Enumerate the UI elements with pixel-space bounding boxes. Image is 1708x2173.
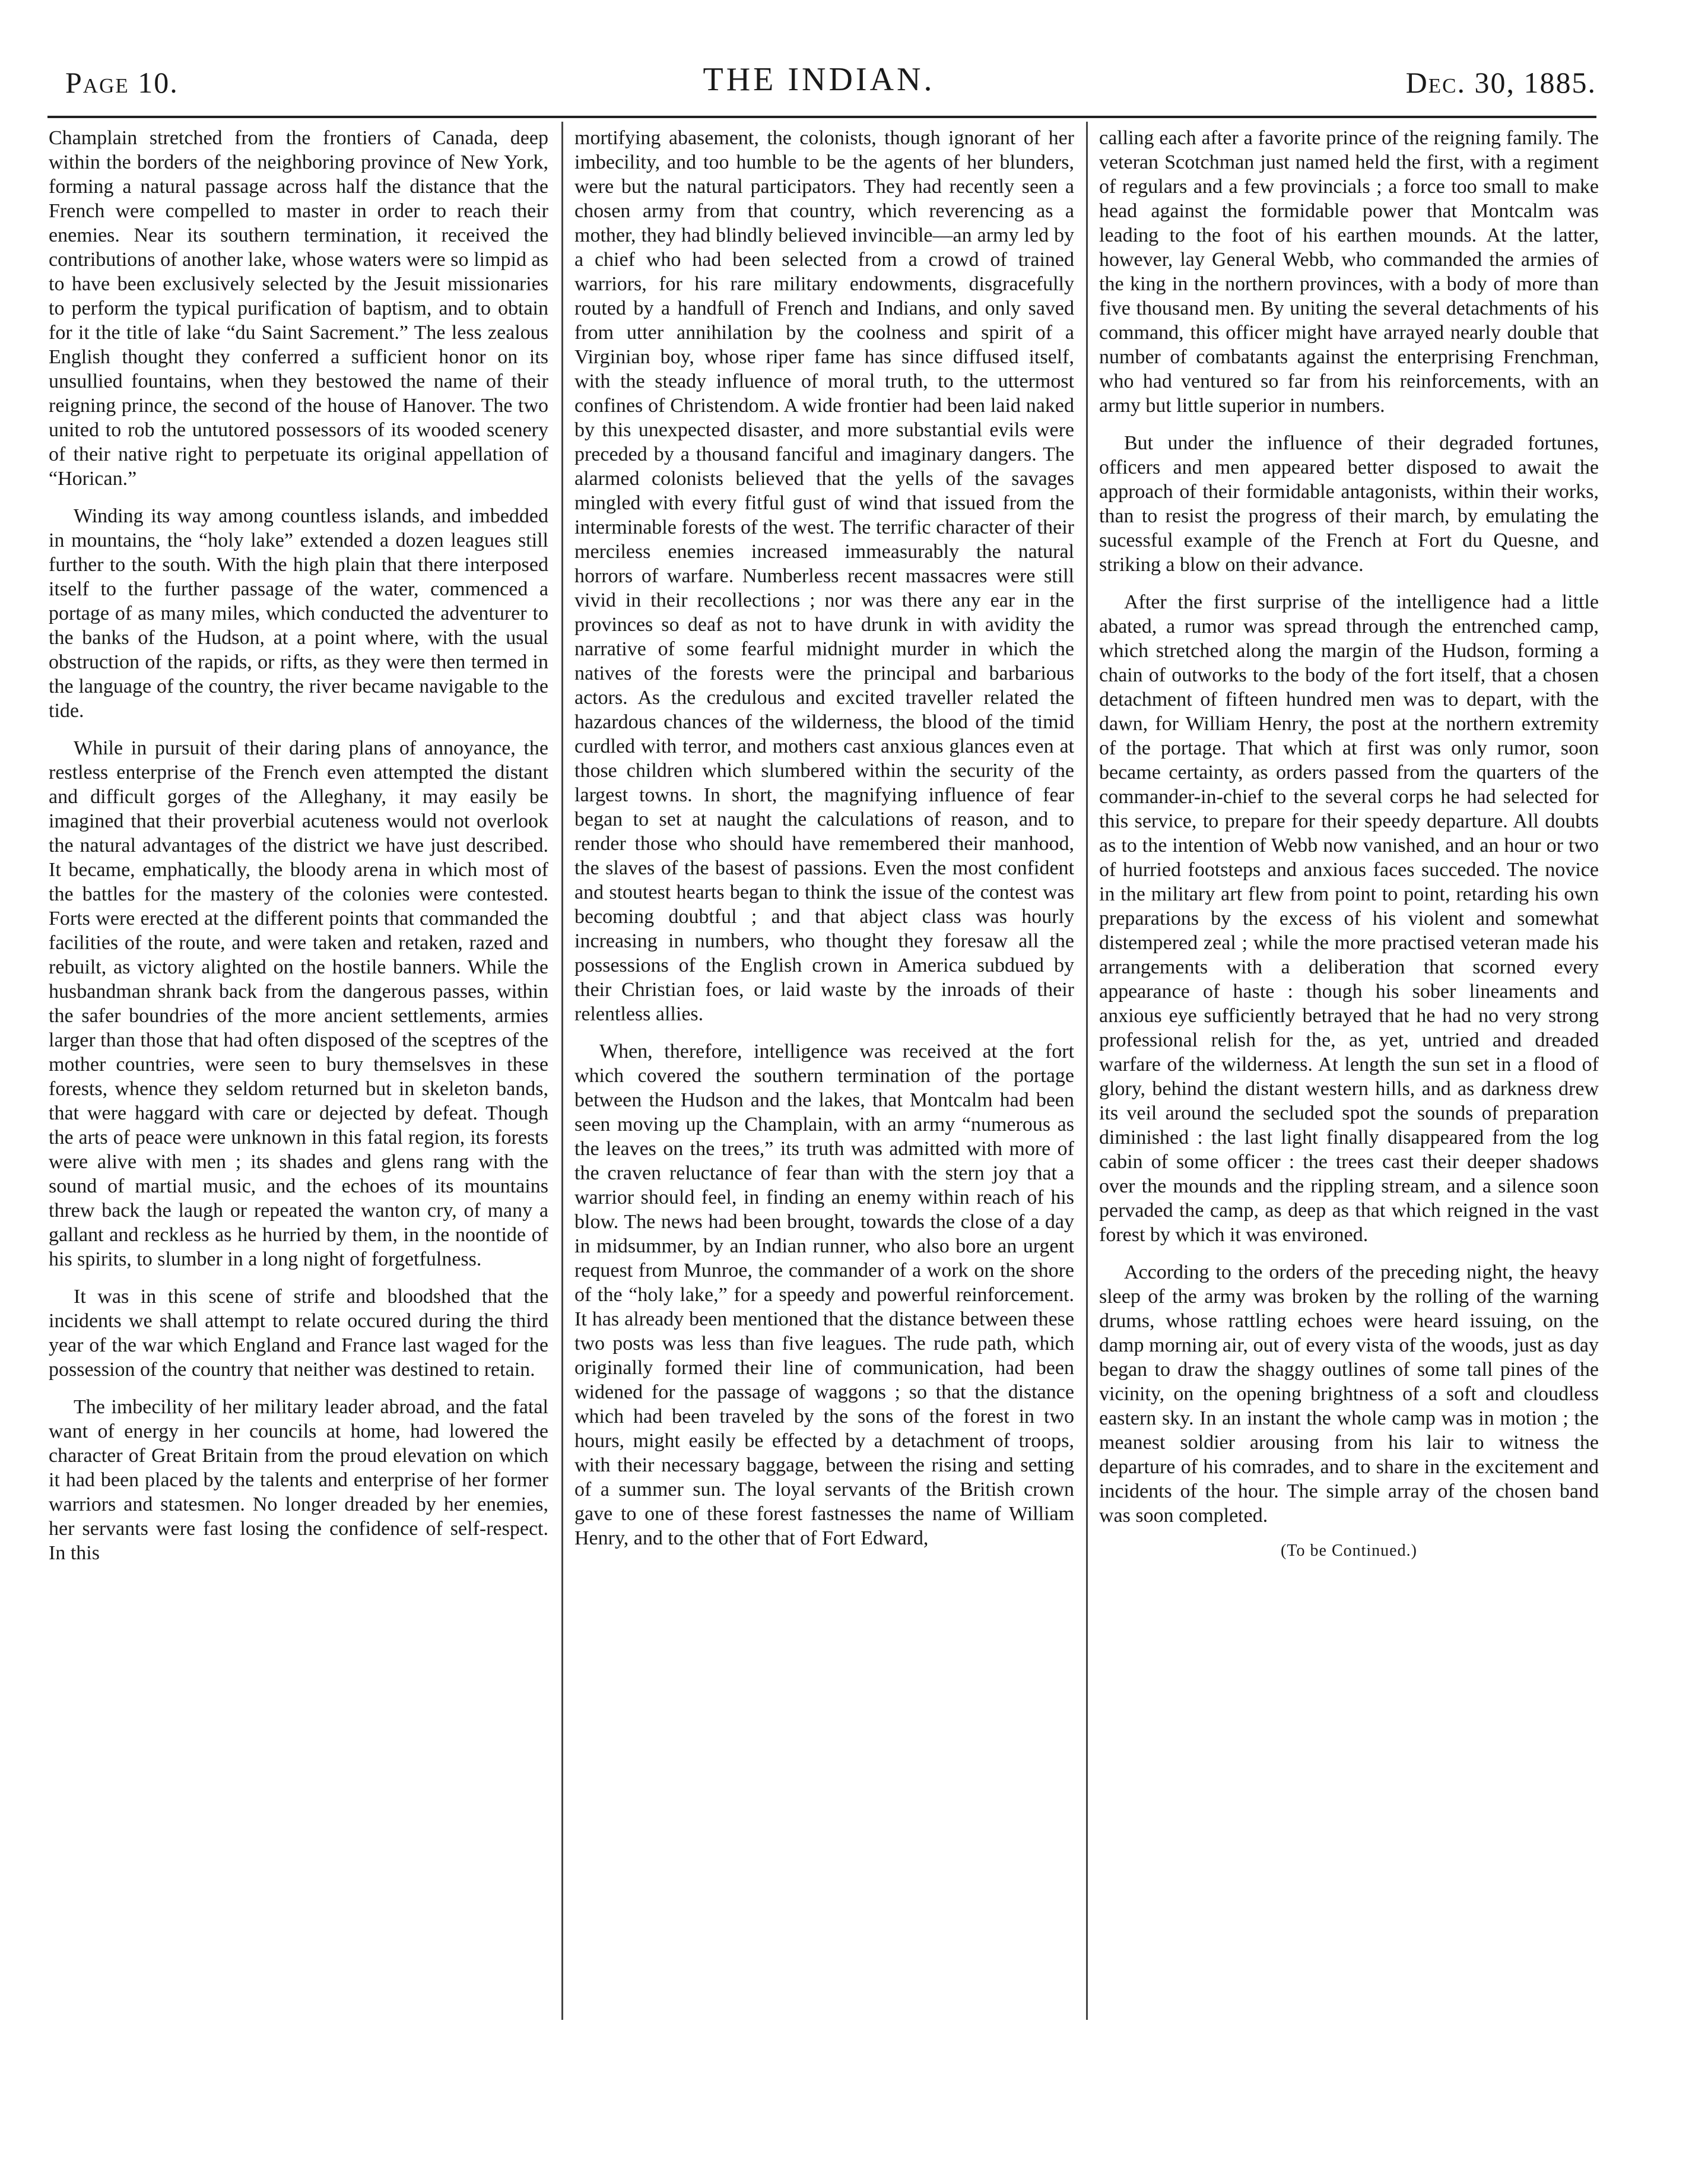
column-divider-1 bbox=[561, 122, 563, 2020]
paragraph: After the first surprise of the intelligence had a little abated, a rumor was spread through the entrenched camp, which stretched along the margin of the Hudson, forming a chain of outworks to the body of the fort itself, that a chosen detachment of fifteen hundred men was to depart, with the dawn, for William Henry, the post at the northern extremity of the portage. That which at first was only rumor, soon became certainty, as orders passed from the quarters of the commander-in-chief to the several corps he had selected for this service, to prepare for their speedy departure. All doubts as to the intention of Webb now vanished, and an hour or two of hurried footsteps and anxious faces succeded. The novice in the military art flew from point to point, retarding his own preparations by the excess of his violent and somewhat distempered zeal ; while the more practised veteran made his arrangements with a deliberation that scorned every appearance of haste : though his sober lineaments and anxious eye sufficiently betrayed that he had no very strong professional relish for the, as yet, untried and dreaded warfare of the wilderness. At length the sun set in a flood of glory, behind the distant western hills, and as darkness drew its veil around the secluded spot the sounds of preparation diminished : the last light finally disappeared from the log cabin of some officer : the trees cast their deeper shadows over the mounds and the rippling stream, and a silence soon pervaded the camp, as deep as that which reigned in the vast forest by which it was environed. bbox=[1099, 591, 1599, 1246]
paragraph: It was in this scene of strife and bloodshed that the incidents we shall attempt to relate occured during the third year of the war which England and France last waged for the possession of the country that neither was destined to retain. bbox=[49, 1286, 548, 1381]
paragraph: While in pursuit of their daring plans of annoyance, the restless enterprise of the French even attempted the distant and difficult gorges of the Alleghany, it may easily be imagined that their proverbial acuteness would not overlook the natural advantages of the district we have just described. It became, emphatically, the bloody arena in which most of the battles for the mastery of the colonies were contested. Forts were erected at the different points that commanded the facilities of the route, and were taken and retaken, razed and rebuilt, as victory alighted on the hostile banners. While the husbandman shrank back from the dangerous passes, within the safer boundries of the more ancient settlements, armies larger than those that had often disposed of the sceptres of the mother countries, were seen to bury themselsves in these forests, whence they seldom returned but in skeleton bands, that were haggard with care or dejected by defeat. Though the arts of peace were unknown in this fatal region, its forests were alive with men ; its shades and glens rang with the sound of martial music, and the echoes of its mountains threw back the laugh or repeated the wanton cry, of many a gallant and reckless as he hurried by them, in the noontide of his spirits, to slumber in a long night of forgetfulness. bbox=[49, 737, 548, 1270]
paragraph: When, therefore, intelligence was received at the fort which covered the southern termination of the portage between the Hudson and the lakes, that Montcalm had been seen moving up the Champlain, with an army “numerous as the leaves on the trees,” its truth was admitted with more of the craven reluctance of fear than with the stern joy that a warrior should feel, in finding an enemy within reach of his blow. The news had been brought, towards the close of a day in midsummer, by an Indian runner, who also bore an urgent request from Munroe, the commander of a work on the shore of the “holy lake,” for a speedy and powerful reinforcement. It has already been mentioned that the distance between these two posts was less than five leagues. The rude path, which originally formed their line of communication, had been widened for the passage of waggons ; so that the distance which had been traveled by the sons of the forest in two hours, might easily be effected by a detachment of troops, with their necessary baggage, between the rising and setting of a summer sun. The loyal servants of the British crown gave to one of these forest fastnesses the name of William Henry, and to the other that of Fort Edward, bbox=[574, 1040, 1074, 1549]
to-be-continued-note: (To be Continued.) bbox=[1281, 1541, 1417, 1560]
paragraph: But under the influence of their degraded fortunes, officers and men appeared better disposed to await the approach of their formidable antagonists, within their works, than to resist the progress of their march, by emulating the sucessful example of the French at Fort du Quesne, and striking a blow on their advance. bbox=[1099, 432, 1599, 576]
column-1 bbox=[49, 126, 548, 2013]
paragraph: Winding its way among countless islands, and imbedded in mountains, the “holy lake” extended a dozen leagues still further to the south. With the high plain that there interposed itself to the further passage of the water, commenced a portage of as many miles, which conducted the adventurer to the banks of the Hudson, at a point where, with the usual obstruction of the rapids, or rifts, as they were then termed in the language of the country, the river became navigable to the tide. bbox=[49, 505, 548, 722]
paragraph: According to the orders of the preceding night, the heavy sleep of the army was broken by the rolling of the warning drums, whose rattling echoes were heard issuing, on the damp morning air, out of every vista of the woods, just as day began to draw the shaggy outlines of some tall pines of the vicinity, on the opening brightness of a soft and cloudless eastern sky. In an instant the whole camp was in motion ; the meanest soldier arousing from his lair to witness the departure of his comrades, and to share in the excitement and incidents of the hour. The simple array of the chosen band was soon completed. bbox=[1099, 1261, 1599, 1527]
column-divider-2 bbox=[1086, 122, 1088, 2020]
column-2 bbox=[574, 126, 1074, 2013]
issue-date: Dec. 30, 1885. bbox=[1405, 66, 1596, 99]
header-rule bbox=[47, 116, 1596, 118]
paragraph: The imbecility of her military leader abroad, and the fatal want of energy in her councils at home, had lowered the character of Great Britain from the proud elevation on which it had been placed by the talents and enterprise of her former warriors and statesmen. No longer dreaded by her enemies, her servants were fast losing the confidence of self-respect. In this bbox=[49, 1396, 548, 1564]
masthead bbox=[42, 59, 1596, 113]
paragraph: mortifying abasement, the colonists, though ignorant of her imbecility, and too humble to be the agents of her blunders, were but the natural participators. They had recently seen a chosen army from that country, which reverencing as a mother, they had blindly believed invincible—an army led by a chief who had been selected from a crowd of trained warriors, for his rare military endowments, disgracefully routed by a handfull of French and Indians, and only saved from utter annihilation by the coolness and spirit of a Virginian boy, whose riper fame has since diffused itself, with the steady influence of moral truth, to the uttermost confines of Christendom. A wide frontier had been laid naked by this unexpected disaster, and more substantial evils were preceded by a thousand fanciful and imaginary dangers. The alarmed colonists believed that the yells of the savages mingled with every fitful gust of wind that issued from the interminable forests of the west. The terrific character of their merciless enemies increased immeasurably the natural horrors of warfare. Numberless recent massacres were still vivid in their recollections ; nor was there any ear in the provinces so deaf as not to have drunk in with avidity the narrative of some fearful midnight murder in which the natives of the forests were the principal and barbarious actors. As the credulous and excited traveller related the hazardous chances of the wilderness, the blood of the timid curdled with terror, and mothers cast anxious glances even at those children which slumbered within the security of the largest towns. In short, the magnifying influence of fear began to set at naught the calculations of reason, and to render those who should have remembered their manhood, the slaves of the basest of passions. Even the most confident and stoutest hearts began to think the issue of the contest was becoming doubtful ; and that abject class was hourly increasing in numbers, who thought they foresaw all the possessions of the English crown in America subdued by their Christian foes, or laid waste by the inroads of their relentless allies. bbox=[574, 127, 1074, 1025]
column-3 bbox=[1099, 126, 1599, 2013]
paragraph: Champlain stretched from the frontiers of Canada, deep within the borders of the neighboring province of New York, forming a natural passage across half the distance that the French were compelled to master in order to reach their enemies. Near its southern termination, it received the contributions of another lake, whose waters were so limpid as to have been exclusively selected by the Jesuit missionaries to perform the typical purification of baptism, and to obtain for it the title of lake “du Saint Sacrement.” The less zealous English thought they conferred a sufficient honor on its unsullied fountains, when they bestowed the name of their reigning prince, the second of the house of Hanover. The two united to rob the untutored possessors of its wooded scenery of their native right to perpetuate its original appellation of “Horican.” bbox=[49, 127, 548, 490]
newspaper-title: THE INDIAN. bbox=[703, 61, 935, 98]
page-number: Page 10. bbox=[65, 66, 179, 99]
paragraph: calling each after a favorite prince of the reigning family. The veteran Scotchman just named held the first, with a regiment of regulars and a few provincials ; a force too small to make head against the formidable power that Montcalm was leading to the foot of his earthen mounds. At the latter, however, lay General Webb, who commanded the armies of the king in the northern provinces, with a body of more than five thousand men. By uniting the several detachments of his command, this officer might have arrayed nearly double that number of combatants against the enterprising Frenchman, who had ventured so far from his reinforcements, with an army but little superior in numbers. bbox=[1099, 127, 1599, 417]
